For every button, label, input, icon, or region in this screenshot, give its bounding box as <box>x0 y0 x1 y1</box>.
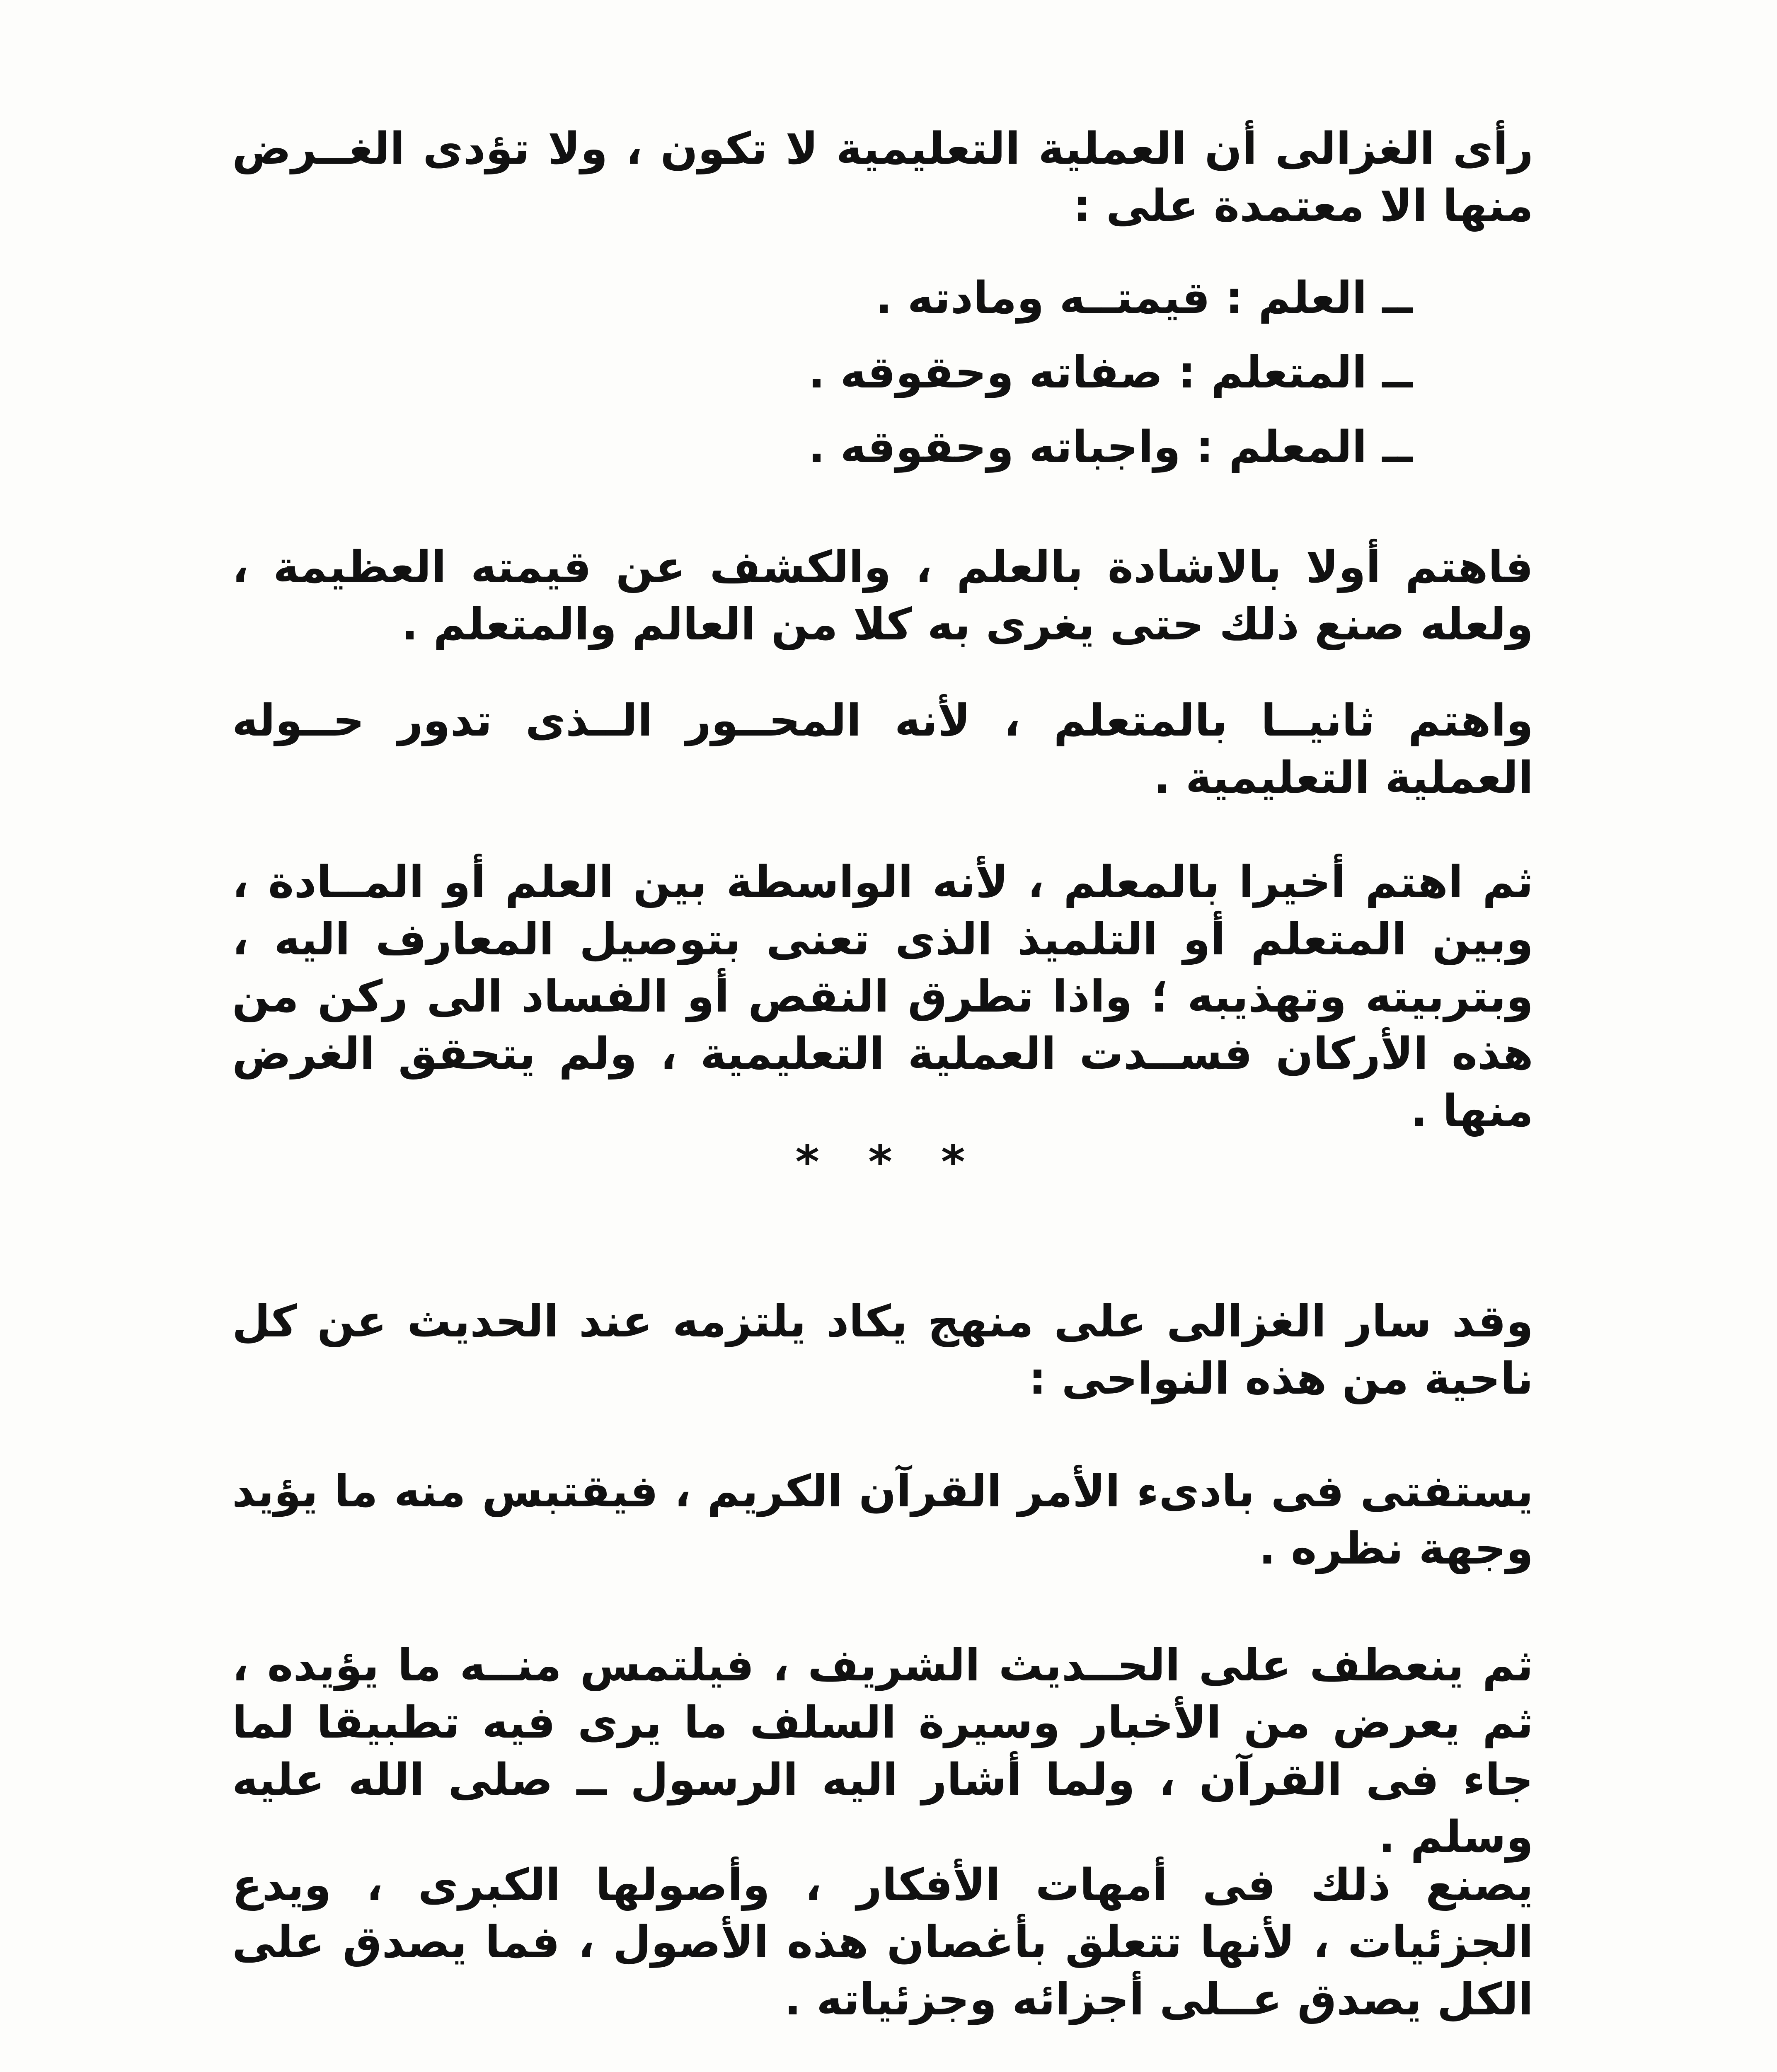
list-item-teacher: ــ المعلم : واجباته وحقوقه . <box>808 421 1412 472</box>
paragraph-7: يصنع ذلك فى أمهات الأفكار ، وأصولها الكبرى ، ويدع الجزئيات ، لأنها تتعلق بأغصان هذه الأصول ، فما يصدق على الكل يصدق عــلى أجزائه وجزئياته . <box>232 1859 1533 2025</box>
paragraph-3: ثم اهتم أخيرا بالمعلم ، لأنه الواسطة بين العلم أو المــادة ، وبين المتعلم أو التلميذ الذى تعنى بتوصيل المعارف اليه ، وبتربيته وتهذيبه ؛ واذا تطرق النقص أو الفساد الى ركن من هذه الأركان فســدت العملية التعليمية ، ولم يتحقق الغرض منها . <box>232 857 1533 1136</box>
list-item-learner: ــ المتعلم : صفاته وحقوقه . <box>808 347 1412 398</box>
paragraph-2: واهتم ثانيــا بالمتعلم ، لأنه المحــور الــذى تدور حــوله العملية التعليمية . <box>232 695 1533 803</box>
list-item-knowledge: ــ العلم : قيمتــه ومادته . <box>875 272 1412 323</box>
intro-paragraph: رأى الغزالى أن العملية التعليمية لا تكون ، ولا تؤدى الغــرض منها الا معتمدة على : <box>232 123 1533 231</box>
paragraph-5: يستفتى فى بادىء الأمر القرآن الكريم ، فيقتبس منه ما يؤيد وجهة نظره . <box>232 1466 1533 1574</box>
paragraph-1: فاهتم أولا بالاشادة بالعلم ، والكشف عن قيمته العظيمة ، ولعله صنع ذلك حتى يغرى به كلا من العالم والمتعلم . <box>232 542 1533 650</box>
paragraph-4: وقد سار الغزالى على منهج يكاد يلتزمه عند الحديث عن كل ناحية من هذه النواحى : <box>232 1296 1533 1404</box>
section-separator-1: * * * <box>795 1135 982 1188</box>
paragraph-6: ثم ينعطف على الحــديث الشريف ، فيلتمس منــه ما يؤيده ، ثم يعرض من الأخبار وسيرة السلف ما يرى فيه تطبيقا لما جاء فى القرآن ، ولما أشار اليه الرسول ــ صلى الله عليه وسلم . <box>232 1640 1533 1862</box>
